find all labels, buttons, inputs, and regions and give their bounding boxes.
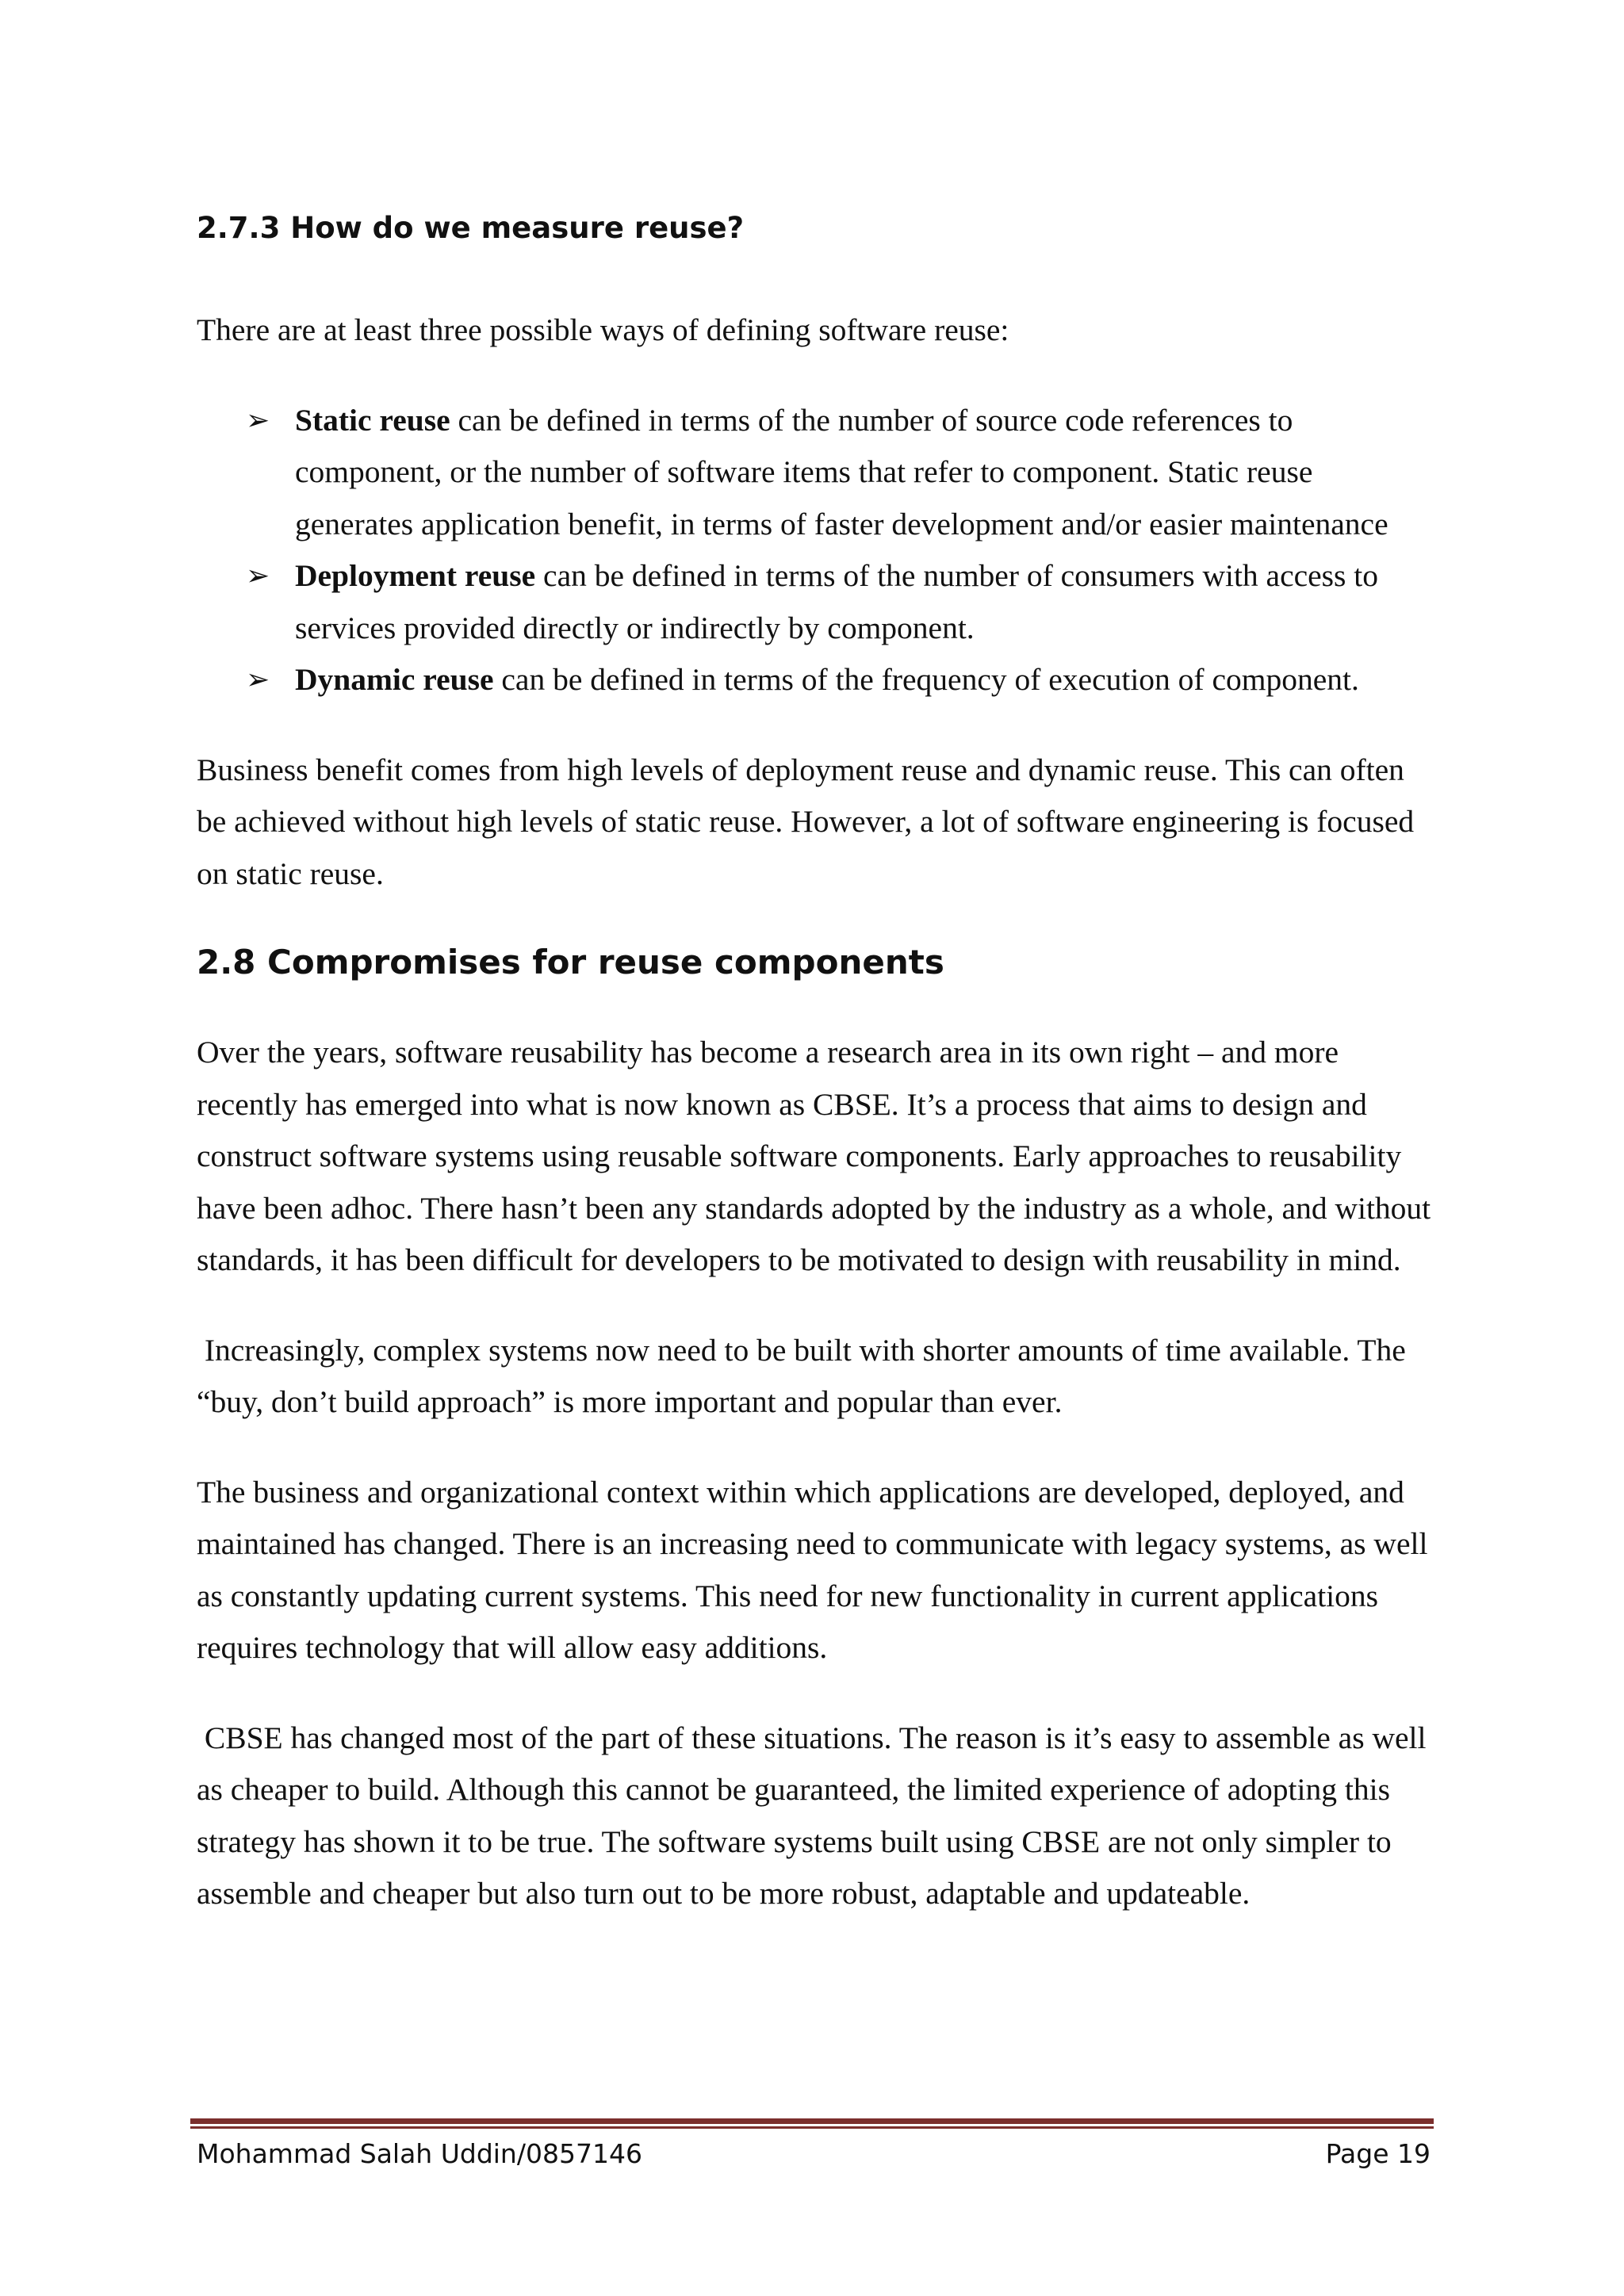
footer-author: Mohammad Salah Uddin/0857146 <box>197 2138 642 2169</box>
intro-paragraph: There are at least three possible ways of defining software reuse: <box>197 312 1009 347</box>
section-heading-2-8: 2.8 Compromises for reuse components <box>197 943 944 982</box>
paragraph: CBSE has changed most of the part of these situations. The reason is it’s easy to assemble as well as cheaper to build. Although this cannot be guaranteed, the limited experience of adopting this strategy has shown it to be true. The software systems built using CBSE are not only simpler to assemble and cheaper but also turn out to be more robust, adaptable and updateable. <box>197 1720 1434 1911</box>
page-footer <box>197 2134 1431 2174</box>
footer-divider <box>190 2118 1434 2129</box>
arrow-bullet-icon: ➢ <box>246 404 270 436</box>
reuse-types-list <box>197 395 1434 706</box>
bullet-text: can be defined in terms of the frequency of execution of component. <box>493 662 1359 697</box>
arrow-bullet-icon: ➢ <box>246 560 270 591</box>
list-item-deployment-reuse <box>197 550 1434 654</box>
list-item-static-reuse <box>197 395 1434 551</box>
bullet-term: Dynamic reuse <box>295 662 494 697</box>
bullet-text: can be defined in terms of the number of consumers with access to services provided directly or indirectly by component. <box>295 558 1379 645</box>
page-content <box>197 205 1434 1958</box>
bullet-term: Static reuse <box>295 402 450 438</box>
arrow-bullet-icon: ➢ <box>246 664 270 695</box>
bullet-text: can be defined in terms of the number of source code references to component, or the number of software items that refer to component. Static reuse generates application benefit, in terms of faster development and/or easier maintenance <box>295 402 1388 541</box>
list-item-dynamic-reuse <box>197 654 1434 706</box>
paragraph: Increasingly, complex systems now need to be built with shorter amounts of time available. The “buy, don’t build approach” is more important and popular than ever. <box>197 1332 1414 1419</box>
closing-paragraph: Business benefit comes from high levels of deployment reuse and dynamic reuse. This can often be achieved without high levels of static reuse. However, a lot of software engineering is focused on static reuse. <box>197 752 1415 891</box>
paragraph: The business and organizational context within which applications are developed, deployed, and maintained has changed. There is an increasing need to communicate with legacy systems, as well as constantly updating current systems. This need for new functionality in current applications requires technology that will allow easy additions. <box>197 1474 1428 1665</box>
footer-page-number: Page 19 <box>1325 2138 1431 2169</box>
paragraph: Over the years, software reusability has become a research area in its own right – and more recently has emerged into what is now known as CBSE. It’s a process that aims to design and construct software systems using reusable software components. Early approaches to reusability have been adhoc. There hasn’t been any standards adopted by the industry as a whole, and without standards, it has been difficult for developers to be motivated to design with reusability in mind. <box>197 1035 1431 1277</box>
section-heading-2-7-3: 2.7.3 How do we measure reuse? <box>197 211 745 245</box>
bullet-term: Deployment reuse <box>295 558 536 593</box>
